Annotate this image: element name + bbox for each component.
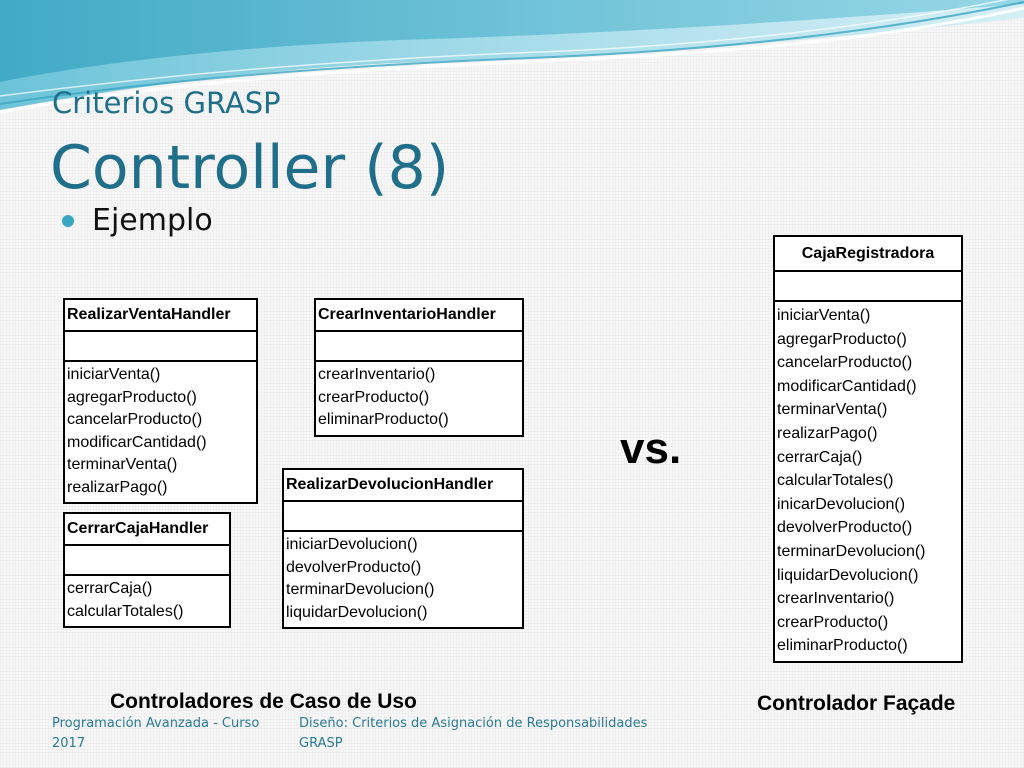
footer-course xyxy=(52,714,259,754)
slide-subtitle: Criterios GRASP xyxy=(52,86,281,120)
uml-operations-compartment xyxy=(65,576,229,626)
uml-class-cajaregistradora xyxy=(773,235,963,663)
uml-operation: terminarVenta() xyxy=(67,456,178,473)
footer-course-line: Programación Avanzada - Curso xyxy=(52,716,260,731)
uml-class-crearinventariohandler xyxy=(314,298,524,437)
uml-operation: modificarCantidad() xyxy=(777,377,917,395)
uml-operation: iniciarVenta() xyxy=(67,366,161,383)
uml-operations-compartment xyxy=(316,362,522,435)
uml-operation: cancelarProducto() xyxy=(67,411,203,428)
uml-class-name: CrearInventarioHandler xyxy=(316,300,522,332)
uml-attributes-compartment xyxy=(316,332,522,362)
uml-attributes-compartment xyxy=(284,502,522,532)
uml-operation: cerrarCaja() xyxy=(777,448,863,466)
footer-topic-line-2: GRASP xyxy=(299,736,343,751)
caption-facade-controller: Controlador Façade xyxy=(757,692,956,715)
uml-operation: iniciarDevolucion() xyxy=(286,536,418,553)
uml-operation: terminarDevolucion() xyxy=(777,542,926,560)
uml-operation: terminarVenta() xyxy=(777,401,888,419)
uml-operation: devolverProducto() xyxy=(777,519,913,537)
uml-operation: cancelarProducto() xyxy=(777,354,913,372)
uml-operation: devolverProducto() xyxy=(286,558,422,576)
uml-operations-compartment xyxy=(284,532,522,627)
uml-attributes-compartment xyxy=(65,332,256,362)
uml-operation: calcularTotales() xyxy=(67,602,184,620)
uml-class-name: CajaRegistradora xyxy=(775,237,961,272)
uml-operation: agregarProducto() xyxy=(777,330,907,348)
uml-operations-compartment xyxy=(775,302,961,661)
uml-attributes-compartment xyxy=(65,546,229,576)
uml-operation: crearInventario() xyxy=(777,590,895,608)
bullet-text: Ejemplo xyxy=(92,203,213,238)
uml-operation: crearProducto() xyxy=(777,613,889,631)
uml-class-name: RealizarDevolucionHandler xyxy=(284,470,522,502)
uml-operation: terminarDevolucion() xyxy=(286,581,435,598)
uml-operation: agregarProducto() xyxy=(67,388,197,406)
uml-operation: calcularTotales() xyxy=(777,472,894,490)
caption-use-case-controllers: Controladores de Caso de Uso xyxy=(110,690,417,713)
uml-operation: crearProducto() xyxy=(318,388,430,406)
uml-class-cerrarcajahandler xyxy=(63,512,231,628)
uml-operation: modificarCantidad() xyxy=(67,433,207,451)
bullet-item xyxy=(62,203,213,238)
uml-class-realizardevolucionhandler xyxy=(282,468,524,629)
uml-operation: eliminarProducto() xyxy=(777,637,908,655)
uml-class-name: RealizarVentaHandler xyxy=(65,300,256,332)
vs-label: vs. xyxy=(620,424,682,473)
uml-operation: realizarPago() xyxy=(67,478,168,496)
uml-class-name: CerrarCajaHandler xyxy=(65,514,229,546)
uml-operations-compartment xyxy=(65,362,256,502)
footer-topic xyxy=(299,714,647,754)
uml-attributes-compartment xyxy=(775,272,961,302)
uml-operation: liquidarDevolucion() xyxy=(286,603,428,621)
uml-operation: cerrarCaja() xyxy=(67,580,153,597)
uml-operation: iniciarVenta() xyxy=(777,307,871,324)
uml-operation: eliminarProducto() xyxy=(318,411,449,428)
uml-operation: realizarPago() xyxy=(777,424,878,442)
uml-operation: inicarDevolucion() xyxy=(777,495,906,513)
footer-topic-line: Diseño: Criterios de Asignación de Responsabilidades xyxy=(299,716,648,731)
slide-title: Controller (8) xyxy=(50,133,450,203)
footer-course-year: 2017 xyxy=(52,736,86,751)
uml-operation: crearInventario() xyxy=(318,366,436,383)
uml-operation: liquidarDevolucion() xyxy=(777,566,919,584)
uml-class-realizarventahandler xyxy=(63,298,258,504)
bullet-dot-icon xyxy=(62,215,74,227)
